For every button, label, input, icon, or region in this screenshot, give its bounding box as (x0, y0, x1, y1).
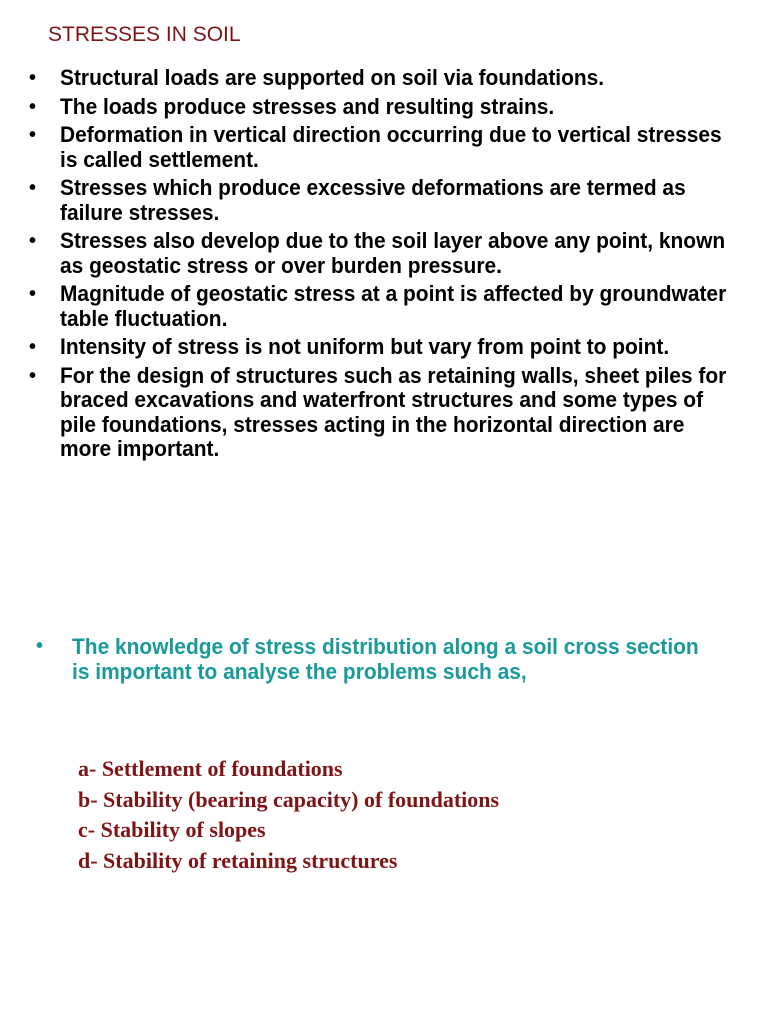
bullet-item (0, 364, 768, 462)
page-title: STRESSES IN SOIL (48, 23, 241, 46)
bullet-item (0, 123, 768, 172)
highlight-bullet (0, 634, 768, 684)
bullet-icon: • (29, 364, 37, 387)
bullet-icon: • (29, 67, 37, 89)
problem-item: a- Settlement of foundations (78, 756, 343, 781)
bullet-item (0, 229, 768, 278)
highlight-section (0, 634, 768, 684)
problem-item: c- Stability of slopes (78, 817, 266, 842)
bullet-text: The loads produce stresses and resulting strains. (60, 93, 555, 119)
bullet-item (0, 176, 768, 225)
bullet-text: Deformation in vertical direction occurring due to vertical stresses is called settlement. (60, 122, 722, 172)
bullet-item (0, 66, 768, 91)
problems-list (78, 754, 499, 876)
bullet-icon: • (36, 635, 44, 657)
bullet-item (0, 282, 768, 331)
highlight-text: The knowledge of stress distribution along a soil cross section is important to analyse the problems such as, (72, 634, 699, 684)
bullet-text: Stresses which produce excessive deformations are termed as failure stresses. (60, 175, 686, 225)
bullet-item (0, 335, 768, 360)
bullet-text: Intensity of stress is not uniform but vary from point to point. (60, 334, 670, 359)
bullet-icon: • (29, 177, 37, 199)
bullet-text: Magnitude of geostatic stress at a point is affected by groundwater table fluctuation. (60, 281, 727, 331)
bullet-icon: • (29, 124, 37, 146)
bullet-text: Structural loads are supported on soil via foundations. (60, 65, 605, 90)
problem-item: d- Stability of retaining structures (78, 847, 398, 873)
bullet-item (0, 95, 768, 120)
bullet-text: For the design of structures such as retaining walls, sheet piles for braced excavations and waterfront structures and some types of pile foundations, stresses acting in the horizontal direction are more important. (60, 362, 727, 461)
bullet-icon: • (29, 230, 37, 252)
bullet-list (0, 66, 768, 466)
bullet-text: Stresses also develop due to the soil layer above any point, known as geostatic stress or over burden pressure. (60, 228, 726, 278)
bullet-icon: • (29, 283, 37, 305)
bullet-icon: • (29, 95, 37, 118)
bullet-icon: • (29, 336, 37, 358)
problem-item: b- Stability (bearing capacity) of foundations (78, 786, 500, 812)
